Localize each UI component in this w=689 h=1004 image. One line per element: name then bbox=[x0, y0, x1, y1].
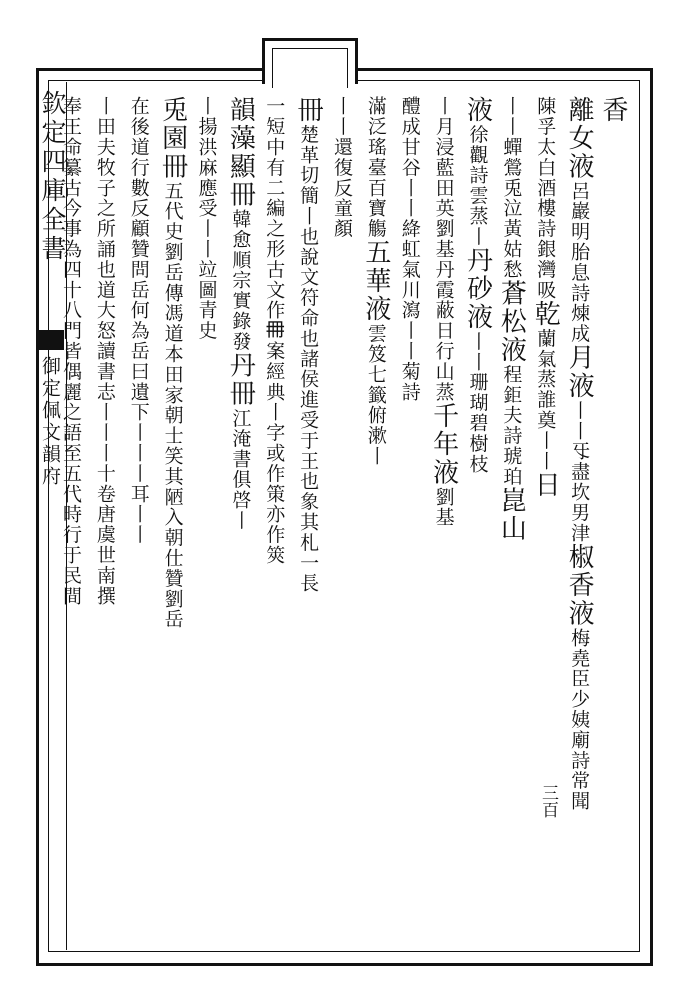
text-column bbox=[157, 96, 188, 630]
annotation-text: 江淹書俱啓丨 bbox=[229, 408, 252, 531]
annotation-text: 在後道行數反顧贊問岳何為岳曰遺下丨丨丨耳丨丨 bbox=[127, 96, 150, 545]
entry-text: 日 bbox=[530, 471, 561, 500]
annotation-text: 韓愈順宗實錄發 bbox=[229, 208, 252, 352]
text-column bbox=[397, 96, 423, 402]
entry-text: 蒼松液 bbox=[496, 279, 527, 365]
text-column bbox=[92, 96, 118, 606]
entry-text: 丹砂液 bbox=[462, 246, 493, 332]
annotation-text: 丨丨㸦盡坎男津 bbox=[568, 400, 591, 544]
annotation-text: 醴成甘谷丨丨 bbox=[398, 96, 421, 219]
header-tab-inner bbox=[272, 48, 348, 88]
annotation-text: 呂巖明胎息詩煉成 bbox=[568, 180, 591, 344]
annotation-text: 滿泛瑤臺百寶觴 bbox=[364, 96, 387, 239]
spine-book-title: 御定佩文韻府 bbox=[39, 356, 61, 488]
text-column bbox=[126, 96, 152, 545]
annotation-text: 蘭氣蒸誰奠丨丨 bbox=[534, 328, 557, 472]
entry-text: 崑山 bbox=[496, 486, 527, 544]
text-column bbox=[58, 96, 84, 606]
entry-text: 椒香液 bbox=[564, 543, 595, 628]
annotation-text: 徐觀詩雲蒸丨 bbox=[466, 124, 489, 247]
annotation-text: 陳孚太白酒樓詩銀灣吸 bbox=[534, 96, 557, 300]
entry-text: 五華液 bbox=[360, 238, 391, 324]
annotation-text: 奉王命纂古今事為四十八門皆偶麗之語至五代時行于民間 bbox=[60, 96, 82, 606]
annotation-text: 雲笈七籤俯漱丨 bbox=[364, 323, 387, 467]
text-column bbox=[293, 96, 324, 594]
text-column bbox=[496, 96, 527, 544]
entry-text: 冊 bbox=[293, 96, 324, 125]
annotation-text: 程鉅夫詩琥珀 bbox=[500, 364, 523, 487]
annotation-text: 絳虹氣川瀉丨丨 bbox=[398, 218, 421, 362]
entry-text: 千年液 bbox=[428, 402, 459, 487]
entry-text: 月液 bbox=[564, 343, 595, 401]
text-column bbox=[360, 96, 391, 467]
annotation-text: 劉基丹霞蔽日行山蒸 bbox=[432, 218, 455, 403]
annotation-text: 丨揚洪麻應受丨丨 bbox=[195, 96, 218, 260]
page-number: 三百 bbox=[538, 784, 558, 818]
annotation-text: 丨丨珊瑚碧樹枝 bbox=[466, 331, 489, 475]
annotation-text: 竝圖青史 bbox=[195, 259, 218, 341]
entry-text: 香 bbox=[598, 96, 628, 125]
annotation-text: 劉基 bbox=[432, 486, 455, 528]
text-column bbox=[600, 96, 626, 124]
text-column bbox=[462, 96, 493, 475]
annotation-text: 丨丨還復反童顏 bbox=[331, 96, 353, 239]
annotation-text: 丨田夫牧子之所誦也道大怒讀書志丨丨丨十卷唐虞世南撰 bbox=[93, 96, 116, 606]
spine-series-title: 欽定四庫全書 bbox=[38, 90, 67, 264]
annotation-text: 楚革切簡丨也說文符命也諸侯進受于王也象其札一長 bbox=[297, 124, 320, 594]
entry-text: 韻藻 bbox=[225, 96, 256, 153]
entry-text: 丹冊 bbox=[225, 351, 256, 409]
entry-text: 離女液 bbox=[564, 96, 595, 181]
text-column bbox=[261, 96, 287, 565]
text-column bbox=[329, 96, 355, 239]
text-column bbox=[428, 96, 459, 528]
entry-text: 兎園冊 bbox=[157, 96, 188, 181]
text-column bbox=[564, 96, 595, 812]
text-column bbox=[225, 96, 256, 531]
text-column bbox=[530, 96, 561, 500]
annotation-text: 丨月浸藍田英 bbox=[432, 96, 455, 219]
annotation-text: 丨丨蟬鶯兎泣黃姑愁 bbox=[500, 96, 523, 280]
entry-text: 乾 bbox=[530, 300, 561, 329]
entry-text: 液 bbox=[462, 96, 493, 125]
entry-text: 顯冊 bbox=[225, 152, 256, 209]
annotation-text: 菊詩 bbox=[398, 361, 421, 403]
text-column bbox=[194, 96, 220, 341]
annotation-text: 一短中有二編之形古文作𠕋案經典丨字或作策亦作筴 bbox=[263, 96, 286, 566]
annotation-text: 五代史劉岳傳馮道本田家朝士笑其陋入朝仕贊劉岳 bbox=[161, 180, 184, 630]
annotation-text: 梅堯臣少姨廟詩常聞 bbox=[568, 627, 591, 812]
